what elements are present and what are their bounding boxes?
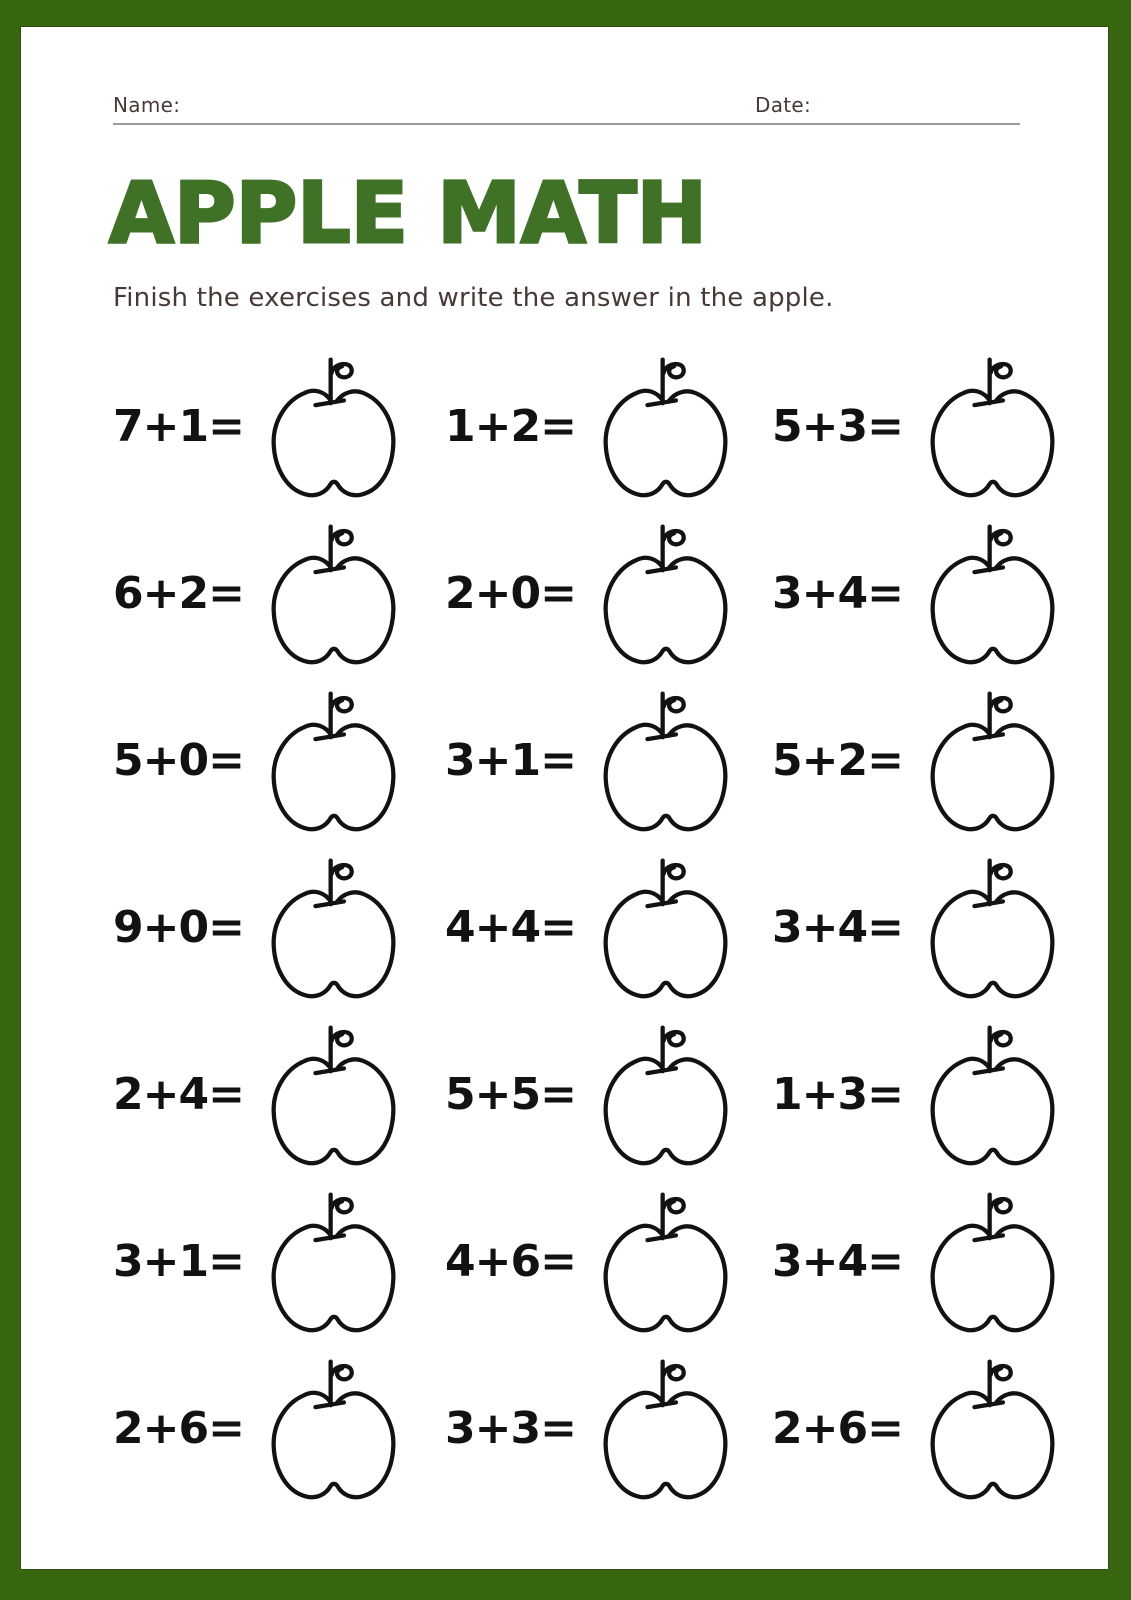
problem-text: 1+3= <box>772 1069 903 1120</box>
apple-outline-icon[interactable] <box>600 1186 731 1338</box>
exercise-cell <box>772 1345 1058 1512</box>
problem-text: 5+2= <box>772 735 903 786</box>
problem-text: 7+1= <box>113 401 244 452</box>
problem-text: 3+4= <box>772 902 903 953</box>
exercise-cell <box>772 1011 1058 1178</box>
problem-text: 2+0= <box>445 568 576 619</box>
problem-text: 3+3= <box>445 1403 576 1454</box>
exercise-cell <box>113 1178 445 1345</box>
problem-text: 6+2= <box>113 568 244 619</box>
exercise-cell <box>772 510 1058 677</box>
exercise-grid <box>113 343 1058 1512</box>
problem-text: 4+4= <box>445 902 576 953</box>
exercise-cell <box>445 1345 772 1512</box>
name-label: Name: <box>113 93 181 117</box>
apple-outline-icon[interactable] <box>268 1353 399 1505</box>
exercise-cell <box>113 343 445 510</box>
apple-outline-icon[interactable] <box>600 1353 731 1505</box>
problem-text: 2+4= <box>113 1069 244 1120</box>
apple-outline-icon[interactable] <box>927 351 1058 503</box>
apple-outline-icon[interactable] <box>927 1019 1058 1171</box>
date-label: Date: <box>755 93 812 117</box>
exercise-cell <box>445 1011 772 1178</box>
apple-outline-icon[interactable] <box>927 1353 1058 1505</box>
apple-outline-icon[interactable] <box>600 518 731 670</box>
page-title: APPLE MATH <box>109 164 707 262</box>
exercise-cell <box>113 510 445 677</box>
exercise-cell <box>113 677 445 844</box>
problem-text: 2+6= <box>772 1403 903 1454</box>
apple-outline-icon[interactable] <box>268 518 399 670</box>
exercise-cell <box>445 343 772 510</box>
apple-outline-icon[interactable] <box>268 351 399 503</box>
exercise-cell <box>113 1345 445 1512</box>
exercise-cell <box>772 1178 1058 1345</box>
problem-text: 3+1= <box>445 735 576 786</box>
problem-text: 5+5= <box>445 1069 576 1120</box>
problem-text: 1+2= <box>445 401 576 452</box>
problem-text: 2+6= <box>113 1403 244 1454</box>
problem-text: 5+0= <box>113 735 244 786</box>
apple-outline-icon[interactable] <box>268 852 399 1004</box>
name-date-row[interactable] <box>113 93 1020 125</box>
apple-outline-icon[interactable] <box>268 1019 399 1171</box>
problem-text: 4+6= <box>445 1236 576 1287</box>
exercise-cell <box>445 1178 772 1345</box>
apple-outline-icon[interactable] <box>600 685 731 837</box>
apple-outline-icon[interactable] <box>268 1186 399 1338</box>
problem-text: 9+0= <box>113 902 244 953</box>
problem-text: 5+3= <box>772 401 903 452</box>
apple-outline-icon[interactable] <box>927 685 1058 837</box>
apple-outline-icon[interactable] <box>268 685 399 837</box>
exercise-cell <box>445 677 772 844</box>
exercise-cell <box>772 677 1058 844</box>
exercise-cell <box>772 844 1058 1011</box>
exercise-cell <box>113 1011 445 1178</box>
apple-outline-icon[interactable] <box>600 852 731 1004</box>
apple-outline-icon[interactable] <box>600 1019 731 1171</box>
exercise-cell <box>445 844 772 1011</box>
apple-outline-icon[interactable] <box>927 1186 1058 1338</box>
exercise-cell <box>445 510 772 677</box>
apple-outline-icon[interactable] <box>927 852 1058 1004</box>
apple-outline-icon[interactable] <box>927 518 1058 670</box>
problem-text: 3+4= <box>772 1236 903 1287</box>
problem-text: 3+1= <box>113 1236 244 1287</box>
worksheet-page <box>21 27 1108 1569</box>
exercise-cell <box>113 844 445 1011</box>
page-subtitle: Finish the exercises and write the answer in the apple. <box>113 283 834 313</box>
problem-text: 3+4= <box>772 568 903 619</box>
apple-outline-icon[interactable] <box>600 351 731 503</box>
exercise-cell <box>772 343 1058 510</box>
